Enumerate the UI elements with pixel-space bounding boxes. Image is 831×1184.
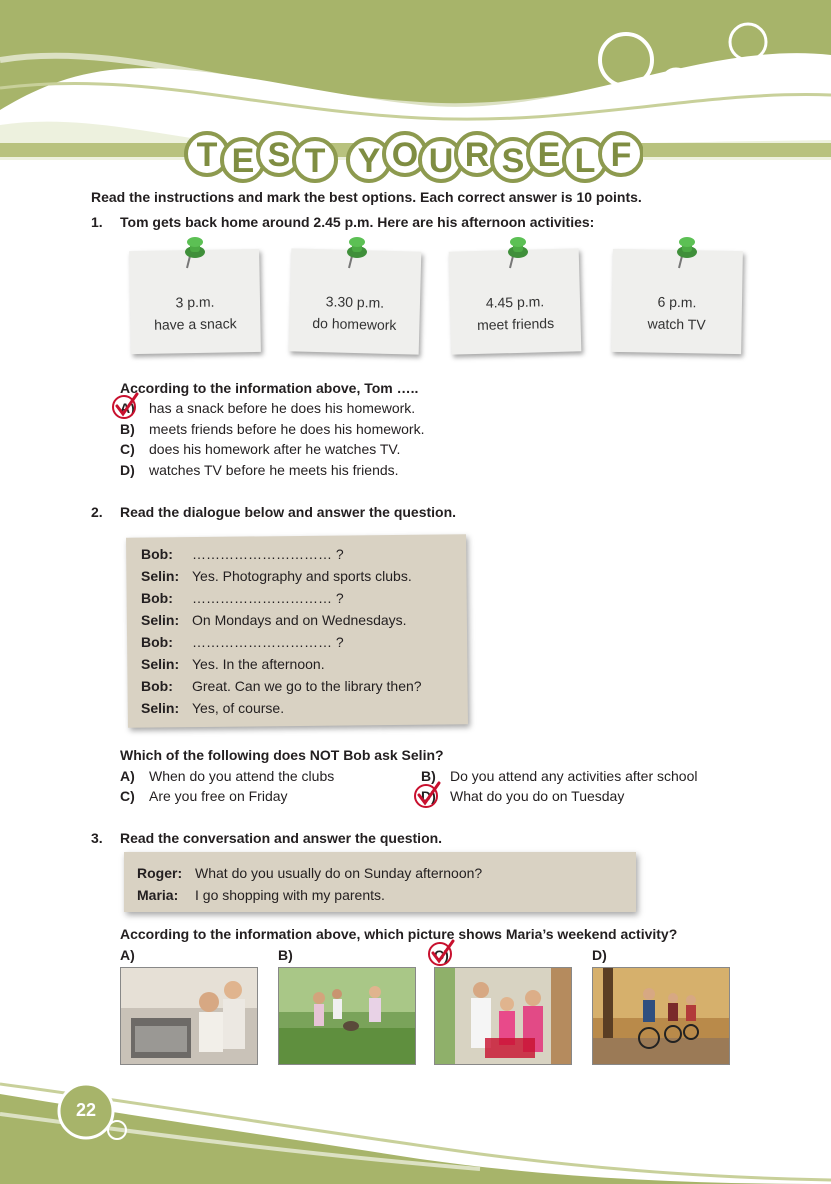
speaker: Selin: [141, 568, 180, 584]
note-activity: do homework [312, 314, 397, 334]
speaker: Bob: [141, 590, 173, 606]
speaker: Roger: [137, 865, 183, 881]
line-text: ………………………… ? [192, 634, 344, 650]
speaker: Selin: [141, 656, 180, 672]
check-mark-icon [110, 391, 140, 421]
option-letter: B) [421, 768, 436, 784]
option-text: does his homework after he watches TV. [149, 441, 401, 457]
q3-text: Read the conversation and answer the question. [120, 830, 443, 846]
banner-letter: E [231, 142, 255, 180]
option-text: watches TV before he meets his friends. [149, 462, 399, 478]
q2-number: 2. [91, 504, 103, 520]
note-time: 3 p.m. [175, 293, 215, 311]
speaker: Maria: [137, 887, 179, 903]
push-pin-icon [503, 236, 531, 270]
line-text: Yes, of course. [192, 700, 285, 716]
banner-letter: T [196, 136, 218, 174]
bottom-wave-decoration [0, 1044, 831, 1184]
note-activity: meet friends [476, 314, 555, 333]
speaker: Bob: [141, 678, 173, 694]
q3-option-b-label: B) [278, 947, 293, 963]
check-mark-icon [412, 780, 442, 810]
note-activity: watch TV [647, 315, 706, 333]
note-time: 6 p.m. [657, 293, 697, 311]
line-text: Great. Can we go to the library then? [192, 678, 422, 694]
banner-letter: T [304, 142, 326, 180]
option-letter: B) [120, 421, 135, 437]
speaker: Bob: [141, 634, 173, 650]
speaker: Selin: [141, 612, 180, 628]
note-time: 3.30 p.m. [325, 293, 385, 311]
test-yourself-banner [183, 118, 643, 188]
q3-number: 3. [91, 830, 103, 846]
instructions: Read the instructions and mark the best options. Each correct answer is 10 points. [91, 189, 642, 205]
banner-letter: S [501, 142, 525, 180]
page-number: 22 [75, 1100, 97, 1120]
note-time: 4.45 p.m. [485, 293, 545, 311]
q3-option-a-label: A) [120, 947, 135, 963]
q3-prompt: According to the information above, which picture shows Maria’s weekend activity? [120, 926, 678, 942]
option-text: Do you attend any activities after school [450, 768, 698, 784]
push-pin-icon [342, 236, 370, 270]
line-text: ………………………… ? [192, 546, 344, 562]
banner-letter: S [267, 136, 291, 174]
line-text: I go shopping with my parents. [195, 887, 385, 903]
speaker: Bob: [141, 546, 173, 562]
option-text: has a snack before he does his homework. [149, 400, 416, 416]
option-text: What do you do on Tuesday [450, 788, 625, 804]
option-letter: D) [120, 462, 135, 478]
q1-prompt: According to the information above, Tom ….. [120, 380, 419, 396]
banner-letter: O [391, 136, 419, 174]
line-text: On Mondays and on Wednesdays. [192, 612, 407, 628]
line-text: Yes. In the afternoon. [192, 656, 325, 672]
line-text: Yes. Photography and sports clubs. [192, 568, 412, 584]
q1-text: Tom gets back home around 2.45 p.m. Here are his afternoon activities: [120, 214, 595, 230]
option-text: When do you attend the clubs [149, 768, 335, 784]
check-mark-icon [426, 938, 456, 968]
q2-prompt: Which of the following does NOT Bob ask Selin? [120, 747, 444, 763]
option-letter: A) [120, 400, 135, 416]
banner-letter: Y [357, 142, 381, 180]
push-pin-icon [180, 236, 208, 270]
banner-letter: U [428, 142, 454, 180]
speaker: Selin: [141, 700, 180, 716]
q2-text: Read the dialogue below and answer the question. [120, 504, 457, 520]
note-activity: have a snack [154, 315, 237, 333]
line-text: What do you usually do on Sunday afternoon? [195, 865, 483, 881]
option-letter: C) [120, 441, 135, 457]
q3-option-c-label: C) [434, 947, 449, 963]
option-letter: D) [421, 788, 436, 804]
push-pin-icon [672, 236, 700, 270]
dialogue-paper [126, 534, 468, 728]
option-text: Are you free on Friday [149, 788, 288, 804]
option-letter: A) [120, 768, 135, 784]
banner-letter: F [610, 136, 632, 174]
option-letter: C) [120, 788, 135, 804]
q1-number: 1. [91, 214, 103, 230]
option-text: meets friends before he does his homework. [149, 421, 425, 437]
line-text: ………………………… ? [192, 590, 344, 606]
conversation-paper [124, 852, 636, 912]
q3-option-d-label: D) [592, 947, 607, 963]
banner-letter: E [537, 136, 561, 174]
banner-letter: R [464, 136, 490, 174]
banner-letter: L [574, 142, 596, 180]
